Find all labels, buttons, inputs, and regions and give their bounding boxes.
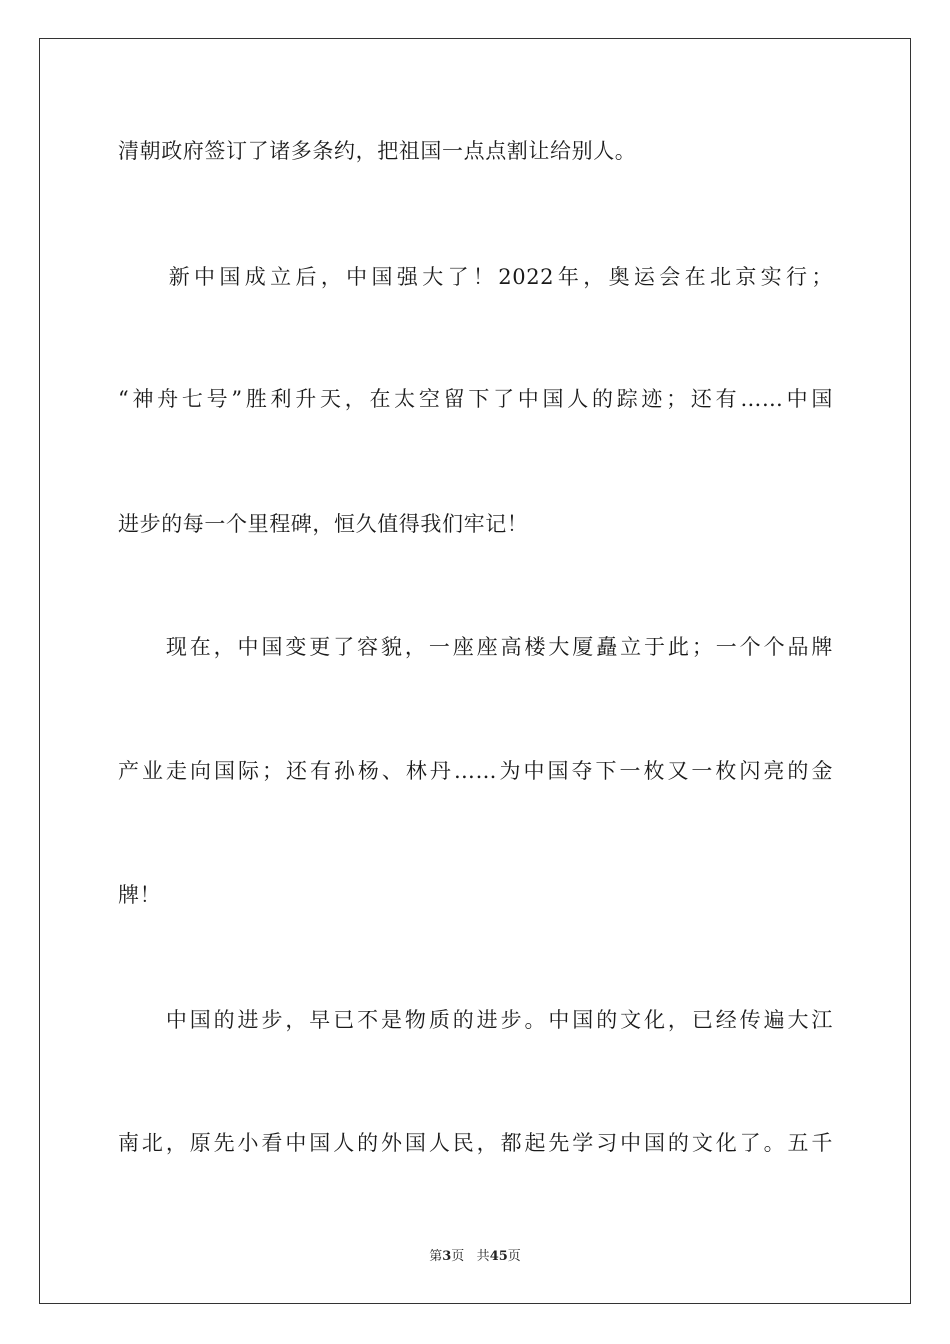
body-line-1: 清朝政府签订了诸多条约，把祖国一点点割让给别人。 — [118, 139, 637, 163]
body-line-7: 牌！ — [118, 883, 162, 907]
footer-total-suffix: 页 — [507, 1249, 521, 1264]
footer-total-prefix: 共 — [476, 1249, 490, 1264]
page-footer — [0, 1248, 950, 1266]
footer-page-number: 3 — [442, 1249, 452, 1264]
body-line-5: 现在，中国变更了容貌，一座座高楼大厦矗立于此；一个个品牌 — [118, 635, 833, 659]
body-line-9: 南北，原先小看中国人的外国人民，都起先学习中国的文化了。五千 — [118, 1131, 833, 1155]
body-line-6: 产业走向国际；还有孙杨、林丹……为中国夺下一枚又一枚闪亮的金 — [118, 759, 833, 783]
footer-page-suffix: 页 — [451, 1249, 465, 1264]
body-line-3: “神舟七号”胜利升天，在太空留下了中国人的踪迹；还有……中国 — [118, 387, 833, 411]
body-line-8: 中国的进步，早已不是物质的进步。中国的文化，已经传遍大江 — [118, 1008, 833, 1032]
page-border — [39, 38, 911, 1304]
footer-total-pages: 45 — [489, 1249, 508, 1264]
footer-page-prefix: 第 — [429, 1249, 443, 1264]
body-line-2: 新中国成立后，中国强大了！2022年，奥运会在北京实行； — [118, 265, 833, 289]
body-line-4: 进步的每一个里程碑，恒久值得我们牢记！ — [118, 512, 529, 536]
